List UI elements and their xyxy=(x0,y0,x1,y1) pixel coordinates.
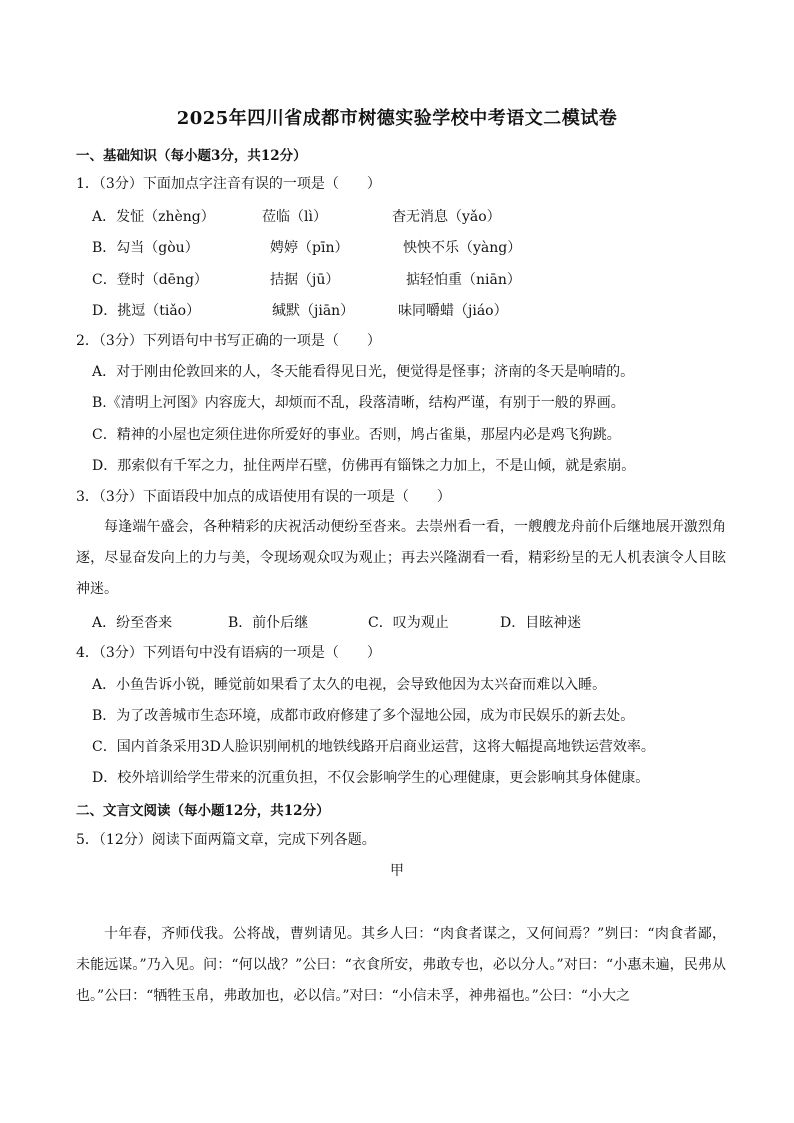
q1-option-b-word3: 怏怏不乐（yàng） xyxy=(403,240,522,256)
q1-option-a-word3: 杳无消息（yǎo） xyxy=(392,209,501,225)
q1-option-d: D．挑逗（tiǎo） xyxy=(92,303,201,319)
q4-option-c: C．国内首条采用3D人脸识别闸机的地铁线路开启商业运营，这将大幅提高地铁运营效率。 xyxy=(92,739,655,755)
q1-option-c-word3: 掂轻怕重（niān） xyxy=(406,272,521,288)
q4-option-b: B．为了改善城市生态环境，成都市政府修建了多个湿地公园，成为市民娱乐的新去处。 xyxy=(92,708,635,724)
q2-option-d: D．那索似有千军之力，扯住两岸石壁，仿佛再有锱铢之力加上，不是山倾，就是索崩。 xyxy=(92,458,636,474)
question-4-stem: 4．（3分）下列语句中没有语病的一项是（ ） xyxy=(76,645,381,661)
q1-option-d-word3: 味同嚼蜡（jiáo） xyxy=(398,303,508,319)
q1-option-b-word2: 娉婷（pīn） xyxy=(270,240,349,256)
question-3-stem: 3．（3分）下面语段中加点的成语使用有误的一项是（ ） xyxy=(76,489,451,505)
question-5-stem: 5．（12分）阅读下面两篇文章，完成下列各题。 xyxy=(76,832,376,848)
q1-option-b: B．勾当（gòu） xyxy=(92,240,199,256)
question-5-passage: 十年春，齐师伐我。公将战，曹刿请见。其乡人曰：“肉食者谋之，又何间焉？”刿曰：“肉食者鄙，未能远谋。”乃入见。问：“何以战？”公曰：“衣食所安，弗敢专也，必以分人。”对曰：“小惠未遍，民弗从也。”公曰：“牺牲玉帛，弗敢加也，必以信。”对曰：“小信未孚，神弗福也。”公曰：“小大之 xyxy=(76,926,726,1004)
q2-option-c: C．精神的小屋也定须住进你所爱好的事业。否则，鸠占雀巢，那屋内必是鸡飞狗跳。 xyxy=(92,427,621,443)
passage-subtitle: 甲 xyxy=(390,863,404,879)
page-title: 2025年四川省成都市树德实验学校中考语文二模试卷 xyxy=(176,108,618,129)
question-1-stem: 1．（3分）下面加点字注音有误的一项是（ ） xyxy=(76,176,381,192)
q3-option-c: C．叹为观止 xyxy=(368,615,449,631)
q3-option-a: A．纷至沓来 xyxy=(92,615,173,631)
q2-option-b: B.《清明上河图》内容庞大，却烦而不乱，段落清晰，结构严谨，有别于一般的界画。 xyxy=(92,395,625,411)
q2-option-a: A．对于刚由伦敦回来的人，冬天能看得见日光，便觉得是怪事；济南的冬天是响晴的。 xyxy=(92,364,635,380)
q4-option-a: A．小鱼告诉小锐，睡觉前如果看了太久的电视，会导致他因为太兴奋而难以入睡。 xyxy=(92,677,607,693)
q1-option-a-word2: 莅临（lì） xyxy=(262,209,327,225)
question-3-passage: 每逢端午盛会，各种精彩的庆祝活动便纷至沓来。去崇州看一看，一艘艘龙舟前仆后继地展开激烈角逐，尽显奋发向上的力与美，令现场观众叹为观止；再去兴隆湖看一看，精彩纷呈的无人机表演令人目眩神迷。 xyxy=(76,519,726,597)
q1-option-d-word2: 缄默（jiān） xyxy=(272,303,355,319)
section-2-heading: 二、文言文阅读（每小题12分，共12分） xyxy=(76,803,330,819)
q1-option-a: A．发怔（zhèng） xyxy=(92,209,215,225)
q1-option-c: C．登时（dēng） xyxy=(92,272,208,288)
section-1-heading: 一、基础知识（每小题3分，共12分） xyxy=(76,148,307,164)
question-2-stem: 2．（3分）下列语句中书写正确的一项是（ ） xyxy=(76,333,381,349)
q4-option-d: D．校外培训给学生带来的沉重负担，不仅会影响学生的心理健康，更会影响其身体健康。 xyxy=(92,770,650,786)
q1-option-c-word2: 拮据（jū） xyxy=(270,272,340,288)
q3-option-d: D．目眩神迷 xyxy=(500,615,582,631)
q3-option-b: B．前仆后继 xyxy=(228,615,309,631)
